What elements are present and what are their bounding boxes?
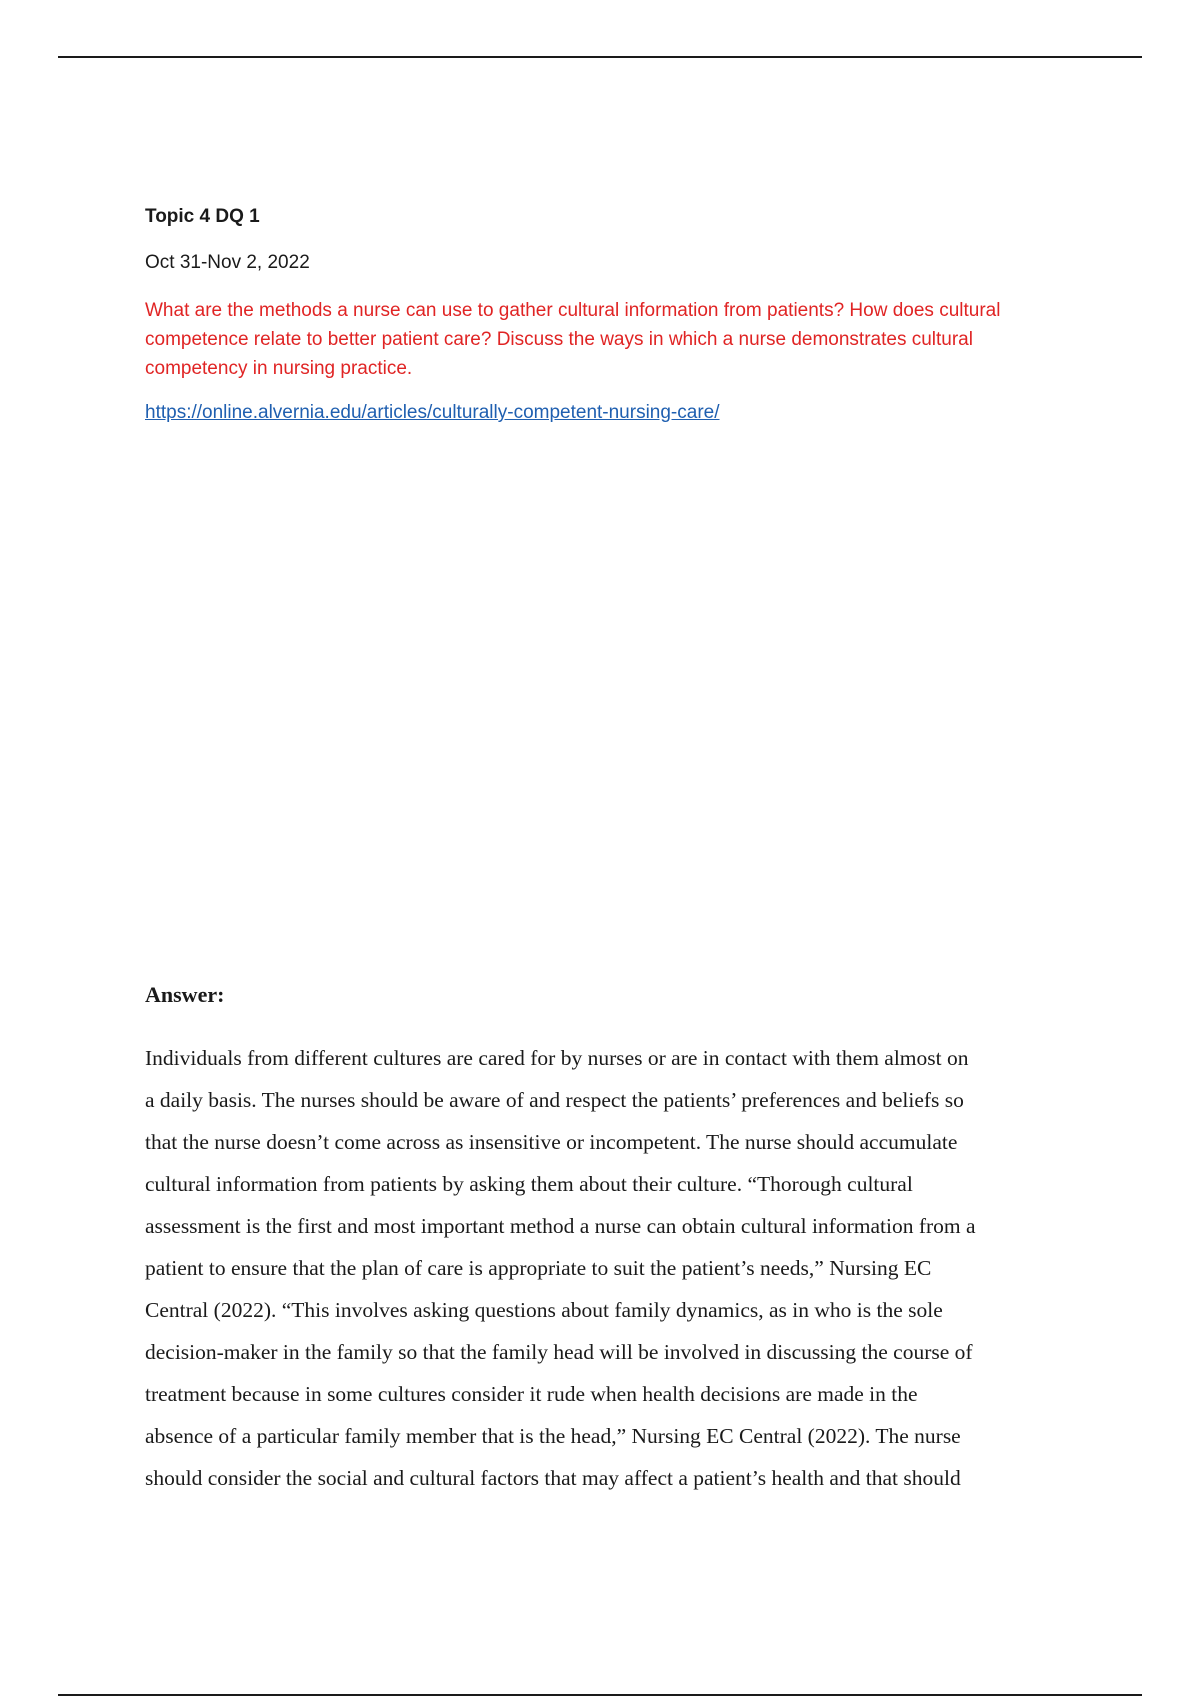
topic-date: Oct 31-Nov 2, 2022 <box>145 252 310 273</box>
answer-line: Central (2022). “This involves asking questions about family dynamics, as in who is the sole <box>145 1298 943 1322</box>
answer-line: assessment is the first and most important method a nurse can obtain cultural information from a <box>145 1214 976 1238</box>
answer-line: should consider the social and cultural factors that may affect a patient’s health and that should <box>145 1466 961 1490</box>
answer-line: a daily basis. The nurses should be aware of and respect the patients’ preferences and beliefs so <box>145 1088 964 1112</box>
answer-line: treatment because in some cultures consider it rude when health decisions are made in the <box>145 1382 918 1406</box>
answer-line: that the nurse doesn’t come across as insensitive or incompetent. The nurse should accumulate <box>145 1130 958 1154</box>
question-line: competency in nursing practice. <box>145 358 413 379</box>
question-line: What are the methods a nurse can use to gather cultural information from patients? How does cultural <box>145 300 1001 321</box>
answer-heading: Answer: <box>145 982 225 1007</box>
discussion-question <box>145 296 1085 383</box>
question-line: competence relate to better patient care? Discuss the ways in which a nurse demonstrates cultural <box>145 329 973 350</box>
topic-title: Topic 4 DQ 1 <box>145 206 260 227</box>
answer-body <box>145 1037 1095 1499</box>
answer-line: Individuals from different cultures are cared for by nurses or are in contact with them almost on <box>145 1046 969 1070</box>
answer-line: patient to ensure that the plan of care is appropriate to suit the patient’s needs,” Nursing EC <box>145 1256 932 1280</box>
footer-rule <box>58 1694 1142 1696</box>
answer-line: decision-maker in the family so that the family head will be involved in discussing the course of <box>145 1340 973 1364</box>
answer-line: cultural information from patients by asking them about their culture. “Thorough cultural <box>145 1172 913 1196</box>
header-rule <box>58 56 1142 58</box>
answer-line: absence of a particular family member that is the head,” Nursing EC Central (2022). The nurse <box>145 1424 961 1448</box>
reference-link[interactable]: https://online.alvernia.edu/articles/culturally-competent-nursing-care/ <box>145 402 720 423</box>
